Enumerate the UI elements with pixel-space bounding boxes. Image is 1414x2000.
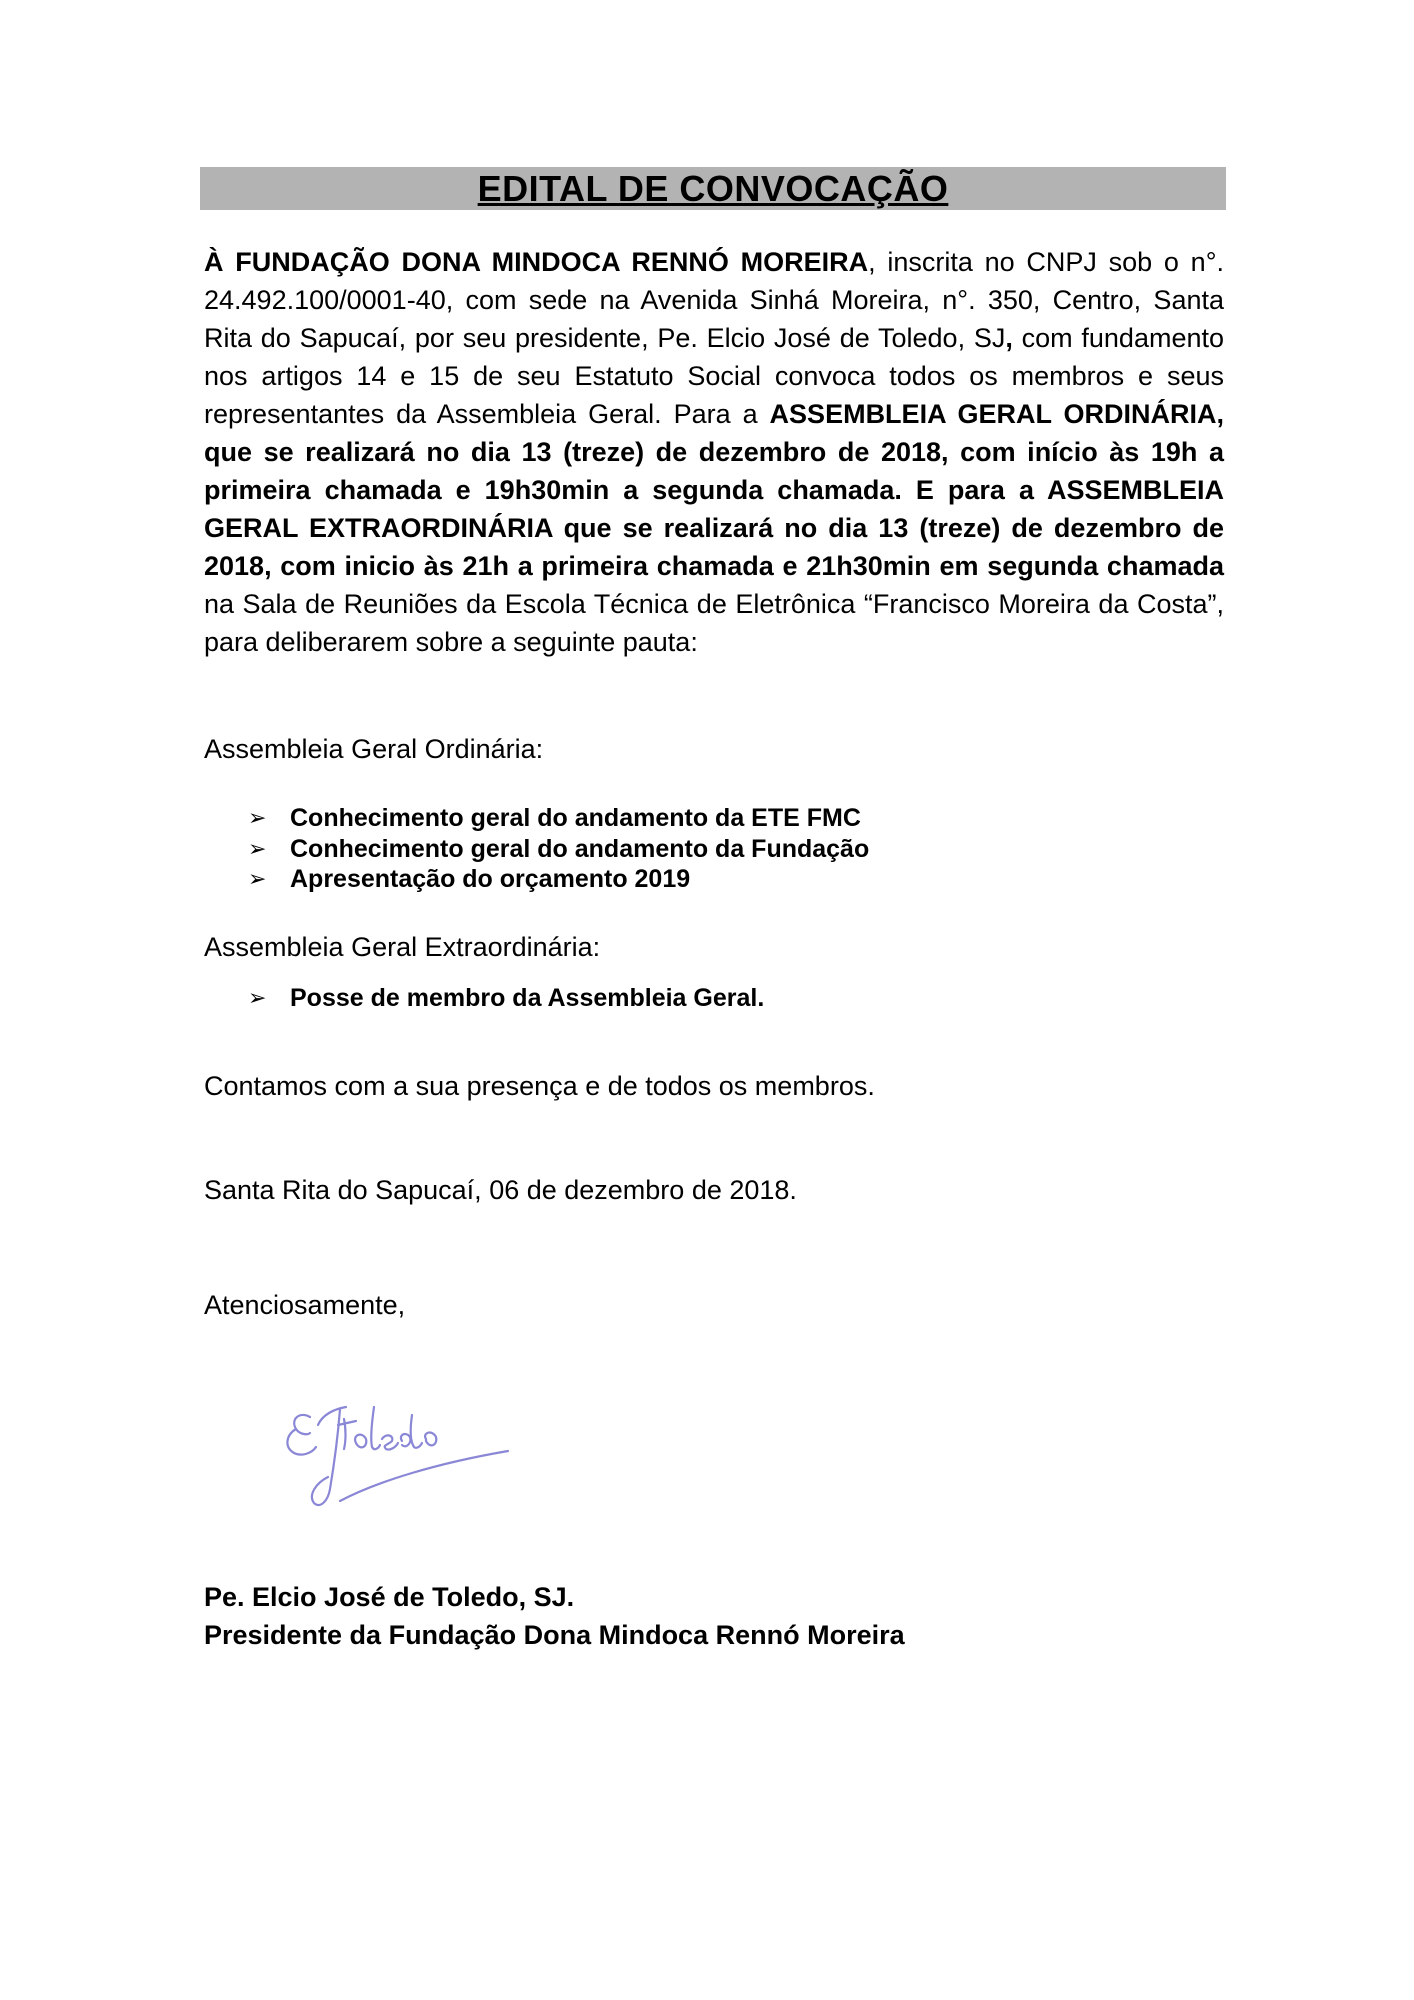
place-date: Santa Rita do Sapucaí, 06 de dezembro de 2018.	[204, 1175, 797, 1205]
signer-name: Pe. Elcio José de Toledo, SJ.	[204, 1582, 575, 1612]
ordinary-assembly-label: Assembleia Geral Ordinária:	[204, 734, 544, 764]
arrow-bullet-icon: ➢	[248, 835, 267, 861]
extraordinary-agenda-list	[248, 983, 764, 1014]
list-item: ➢ Conhecimento geral do andamento da Fundação	[248, 834, 870, 863]
intro-text-3: na Sala de Reuniões da Escola Técnica de Eletrônica “Francisco Moreira da Costa”, para deliberarem sobre a seguinte pauta:	[204, 589, 1224, 657]
closing-line: Contamos com a sua presença e de todos os membros.	[204, 1071, 875, 1101]
list-item: ➢ Posse de membro da Assembleia Geral.	[248, 984, 765, 1012]
signer-block	[204, 1578, 905, 1654]
signer-role: Presidente da Fundação Dona Mindoca Rennó Moreira	[204, 1620, 905, 1650]
intro-paragraph	[204, 243, 1224, 661]
ordinary-agenda-list	[248, 803, 869, 895]
assembly-schedule: ASSEMBLEIA GERAL ORDINÁRIA, que se realizará no dia 13 (treze) de dezembro de 2018, com início às 19h a primeira chamada e 19h30min a segunda chamada. E para a ASSEMBLEIA GERAL EXTRAORDINÁRIA que se realizará no dia 13 (treze) de dezembro de 2018, com inicio às 21h a primeira chamada e 21h30min em segunda chamada	[204, 399, 1224, 581]
intro-text-1: , inscrita no CNPJ sob o n°. 24.492.100/0001-40, com sede na Avenida Sinhá Moreira, n°. 350, Centro, Santa Rita do Sapucaí, por seu presidente, Pe. Elcio José de Toledo, SJ	[204, 247, 1224, 353]
intro-comma: ,	[1005, 323, 1013, 353]
salutation: Atenciosamente,	[204, 1290, 406, 1320]
title-bar	[200, 167, 1226, 210]
arrow-bullet-icon: ➢	[248, 805, 267, 830]
extraordinary-assembly-label: Assembleia Geral Extraordinária:	[204, 932, 601, 962]
list-item: ➢ Apresentação do orçamento 2019	[248, 865, 691, 893]
list-item: ➢ Conhecimento geral do andamento da ETE FMC	[248, 804, 861, 832]
intro-text-2: com fundamento nos artigos 14 e 15 de seu Estatuto Social convoca todos os membros e seus representantes da Assembleia Geral. Para a	[204, 323, 1224, 429]
document-title: EDITAL DE CONVOCAÇÃO	[477, 168, 949, 209]
arrow-bullet-icon: ➢	[248, 866, 267, 891]
organization-name: À FUNDAÇÃO DONA MINDOCA RENNÓ MOREIRA	[204, 247, 869, 277]
arrow-bullet-icon: ➢	[248, 985, 267, 1010]
handwritten-signature	[282, 1385, 522, 1525]
